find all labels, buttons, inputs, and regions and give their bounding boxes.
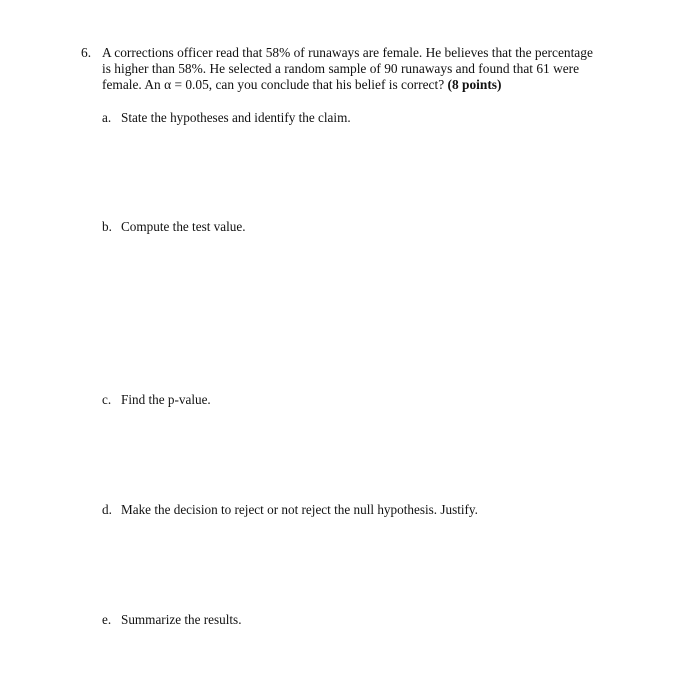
part-d	[102, 502, 478, 518]
part-c	[102, 392, 211, 408]
question-number: 6.	[81, 45, 92, 60]
part-d-letter: d.	[102, 502, 112, 517]
part-b-letter: b.	[102, 219, 112, 234]
question-6	[81, 45, 621, 93]
part-c-text: Find the p-value.	[121, 392, 211, 407]
question-line-1: A corrections officer read that 58% of runaways are female. He believes that the percentage	[102, 45, 593, 60]
part-a-text: State the hypotheses and identify the claim.	[121, 110, 351, 125]
question-prompt	[102, 45, 622, 93]
question-line-2: is higher than 58%. He selected a random sample of 90 runaways and found that 61 were	[102, 61, 580, 76]
part-a-letter: a.	[102, 110, 112, 125]
part-c-letter: c.	[102, 392, 112, 407]
part-e-letter: e.	[102, 612, 112, 627]
part-e-text: Summarize the results.	[121, 612, 242, 627]
question-points: (8 points)	[447, 77, 502, 92]
question-line-3	[102, 77, 622, 93]
part-b	[102, 219, 246, 235]
part-d-text: Make the decision to reject or not reject the null hypothesis. Justify.	[121, 502, 478, 517]
part-b-text: Compute the test value.	[121, 219, 246, 234]
question-line-3-text: female. An α = 0.05, can you conclude that his belief is correct?	[102, 77, 445, 92]
part-a	[102, 110, 351, 126]
part-e	[102, 612, 242, 628]
